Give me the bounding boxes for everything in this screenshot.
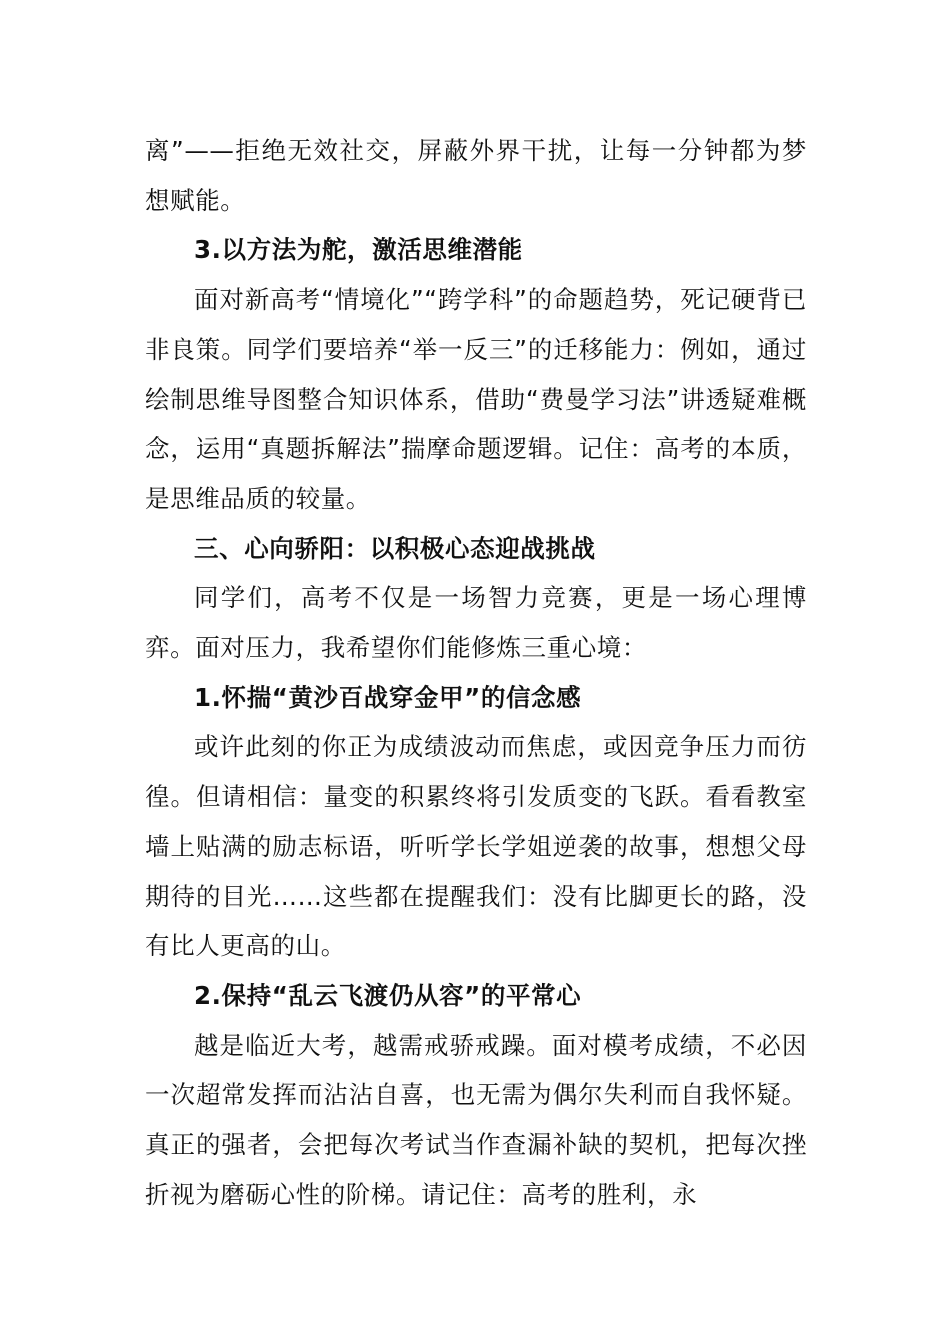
paragraph: 面对新高考“情境化”“跨学科”的命题趋势，死记硬背已非良策。同学们要培养“举一反三”的迁移能力：例如，通过绘制思维导图整合知识体系，借助“费曼学习法”讲透疑难概念，运用“真题拆解法”揣摩命题逻辑。记住：高考的本质，是思维品质的较量。	[145, 285, 807, 513]
chapter-heading-mindset: 三、心向骄阳：以积极心态迎战挑战	[194, 533, 596, 563]
section-heading-belief: 1.怀揣“黄沙百战穿金甲”的信念感	[194, 682, 582, 712]
paragraph: 同学们，高考不仅是一场智力竞赛，更是一场心理博弈。面对压力，我希望你们能修炼三重心境：	[145, 583, 807, 663]
paragraph-continued: 离”——拒绝无效社交，屏蔽外界干扰，让每一分钟都为梦想赋能。	[145, 136, 807, 215]
document-page	[145, 126, 807, 1219]
section-heading-method: 3.以方法为舵，激活思维潜能	[194, 235, 523, 265]
paragraph: 越是临近大考，越需戒骄戒躁。面对模考成绩，不必因一次超常发挥而沾沾自喜，也无需为偶尔失利而自我怀疑。真正的强者，会把每次考试当作查漏补缺的契机，把每次挫折视为磨砺心性的阶梯。请记住：高考的胜利，永	[145, 1030, 807, 1209]
paragraph: 或许此刻的你正为成绩波动而焦虑，或因竞争压力而彷徨。但请相信：量变的积累终将引发质变的飞跃。看看教室墙上贴满的励志标语，听听学长学姐逆袭的故事，想想父母期待的目光……这些都在提醒我们：没有比脚更长的路，没有比人更高的山。	[145, 732, 807, 961]
section-heading-calm: 2.保持“乱云飞渡仍从容”的平常心	[194, 980, 582, 1010]
